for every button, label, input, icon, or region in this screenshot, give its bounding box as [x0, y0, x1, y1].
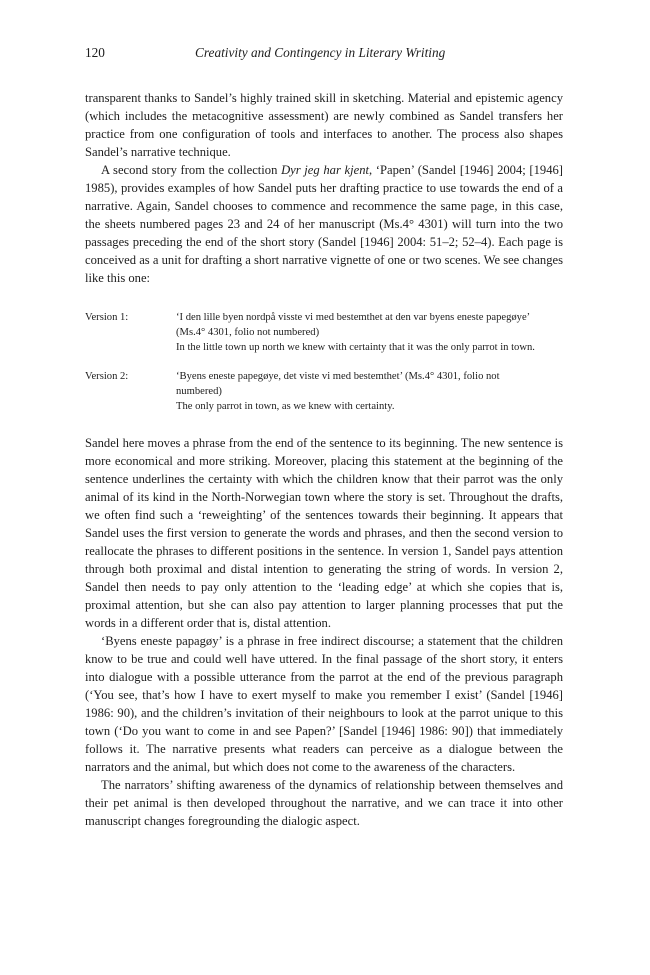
running-head	[85, 44, 563, 66]
running-title: Creativity and Contingency in Literary Writing	[195, 45, 446, 60]
body-text	[85, 90, 563, 830]
version-body	[176, 369, 563, 414]
intro-paragraph-2	[85, 162, 563, 288]
version-translation: In the little town up north we knew with certainty that it was the only parrot in town.	[176, 342, 535, 354]
version-source: numbered)	[176, 386, 222, 398]
version-quote: ‘Byens eneste papegøye, det viste vi med bestemthet’ (Ms.4° 4301, folio not	[176, 371, 500, 383]
version-label: Version 1:	[85, 312, 129, 324]
analysis-paragraph-1: Sandel here moves a phrase from the end of the sentence to its beginning. The new sentence is more economical and more striking. Moreover, placing this statement at the beginning of the sentence underlines the certainty with which the children know that their parrot was the only animal of its kind in the North-Norwegian town where the story is set. Throughout the drafts, we often find such a ‘reweighting’ of the sentences towards their beginning. It appears that Sandel uses the first version to generate the words and phrases, and then the second version to reallocate the phrases to different positions in the sentence. In version 1, Sandel pays attention through both proximal and distal intention to generating the string of words. In version 2, Sandel then needs to pay only attention to the ‘leading edge’ at which she copies that is, proximal attention, but she can also pay attention to larger planning processes that put the words in a different order that is, distal attention.	[85, 436, 563, 631]
version-source: (Ms.4° 4301, folio not numbered)	[176, 327, 320, 339]
collection-title: Dyr jeg har kjent	[281, 162, 369, 177]
version-example	[85, 369, 563, 414]
page-number: 120	[85, 45, 105, 60]
paragraph-text: , ‘Papen’ (Sandel [1946] 2004; [1946] 1985), provides examples of how Sandel puts her drafting practice to use towards the end of a narrative. Again, Sandel chooses to commence and recommence the same page, in this case, the sheets numbered pages 23 and 24 of her manuscript (Ms.4° 4301) will turn into the two passages preceding the end of the short story (Sandel [1946] 2004: 51–2; 52–4). Each page is conceived as a unit for drafting a short narrative vignette of one or two scenes. We see changes like this one:	[85, 162, 563, 285]
analysis-paragraph-3: The narrators’ shifting awareness of the dynamics of relationship between themselves and their pet animal is then developed throughout the narrative, and we can trace it into other manuscript changes foregrounding the dialogic aspect.	[85, 777, 563, 828]
version-label: Version 2:	[85, 371, 129, 383]
version-example	[85, 310, 563, 355]
analysis-paragraph-2: ‘Byens eneste papagøy’ is a phrase in free indirect discourse; a statement that the children know to be true and could well have uttered. In the final passage of the short story, it enters into dialogue with a possible utterance from the parrot at the end of the previous paragraph (‘You see, that’s how I have to exert myself to make you remember I exist’ (Sandel [1946] 1986: 90), and the children’s invitation of their neighbours to look at the parrot unique to this town (‘Do you want to come in and see Papen?’ [Sandel [1946] 1986: 90]) that immediately follows it. The narrative presents what readers can perceive as a dialogue between the narrators and the animal, but which does not come to the awareness of the characters.	[85, 633, 563, 774]
book-page	[85, 44, 563, 830]
paragraph-text: A second story from the collection	[101, 162, 282, 177]
version-body	[176, 310, 563, 355]
version-examples	[85, 310, 563, 414]
intro-paragraph-1: transparent thanks to Sandel’s highly trained skill in sketching. Material and epistemic agency (which includes the metacognitive assessment) are newly combined as Sandel transfers her practice from one configuration of tools and interfaces to another. The process also shapes Sandel’s narrative technique.	[85, 91, 563, 159]
version-quote: ‘I den lille byen nordpå visste vi med bestemthet at den var byens eneste papegøye’	[176, 312, 531, 324]
version-translation: The only parrot in town, as we knew with certainty.	[176, 401, 395, 413]
